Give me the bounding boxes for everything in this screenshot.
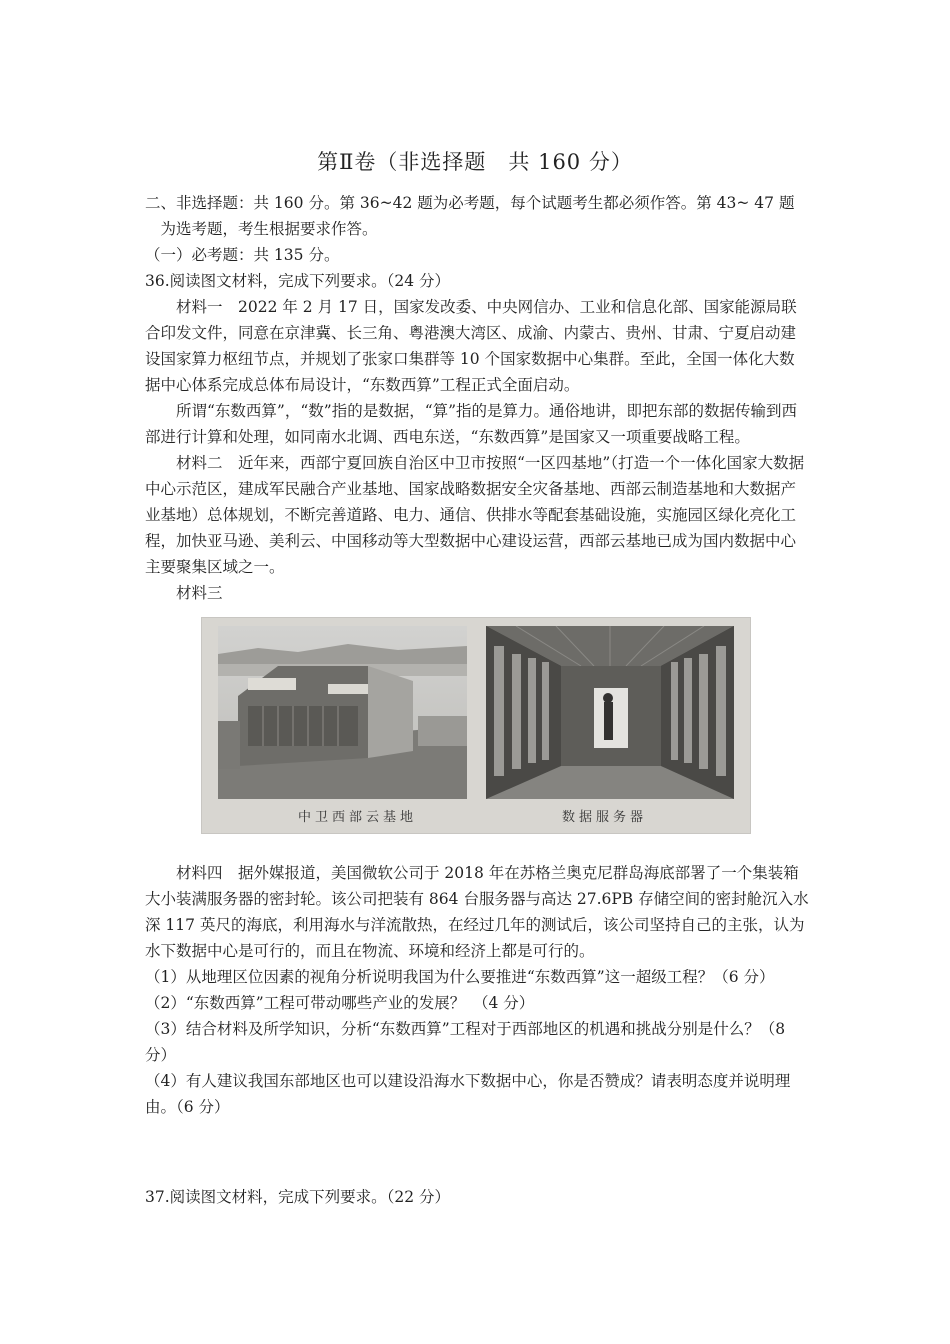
q37-heading: 37.阅读图文材料，完成下列要求。（22 分）: [145, 1188, 451, 1206]
intro-line-1: 二、非选择题：共 160 分。第 36~42 题为必考题，每个试题考生都必须作答。第 43~ 47 题: [145, 194, 795, 212]
photo-right-caption: 数据服务器: [562, 810, 648, 825]
subquestion-3: （3）结合材料及所学知识，分析“东数西算”工程对于西部地区的机遇和挑战分别是什么？（8 分）: [145, 1020, 786, 1064]
intro-block: [145, 190, 810, 606]
xibuyun-base-photo: [218, 626, 467, 799]
material-2: 材料二 近年来，西部宁夏回族自治区中卫市按照“一区四基地”（打造一个一体化国家大数据中心示范区，建成军民融合产业基地、国家战略数据安全灾备基地、西部云制造基地和大数据产业基地）总体规划，不断完善道路、电力、通信、供排水等配套基础设施，实施园区绿化亮化工程，加快亚马逊、美利云、中国移动等大型数据中心建设运营，西部云基地已成为国内数据中心主要聚集区域之一。: [145, 454, 805, 576]
material-3-label: 材料三: [176, 584, 223, 602]
q36-heading: 36.阅读图文材料，完成下列要求。（24 分）: [145, 272, 451, 290]
q37-block: [145, 1184, 810, 1210]
material-1-paragraph-1: 材料一 2022 年 2 月 17 日，国家发改委、中央网信办、工业和信息化部、国家能源局联合印发文件，同意在京津冀、长三角、粤港澳大湾区、成渝、内蒙古、贵州、甘肃、宁夏启动建设国家算力枢纽节点，并规划了张家口集群等 10 个国家数据中心集群。至此，全国一体化大数据中心体系完成总体布局设计，“东数西算”工程正式全面启动。: [145, 298, 797, 394]
subquestion-4: （4）有人建议我国东部地区也可以建设沿海水下数据中心，你是否赞成？请表明态度并说明理由。（6 分）: [145, 1072, 791, 1116]
material-1-paragraph-2: 所谓“东数西算”，“数”指的是数据，“算”指的是算力。通俗地讲，即把东部的数据传输到西部进行计算和处理，如同南水北调、西电东送，“东数西算”是国家又一项重要战略工程。: [145, 402, 798, 446]
subquestion-1: （1）从地理区位因素的视角分析说明我国为什么要推进“东数西算”这一超级工程？（6 分）: [145, 968, 775, 986]
section-title: 第Ⅱ卷（非选择题 共 160 分）: [317, 150, 633, 174]
photo-left-caption: 中卫西部云基地: [298, 810, 418, 825]
material-4: 材料四 据外媒报道，美国微软公司于 2018 年在苏格兰奥克尼群岛海底部署了一个集装箱大小装满服务器的密封轮。该公司把装有 864 台服务器与高达 27.6PB 存储空间的密封舱沉入水深 117 英尺的海底，利用海水与洋流散热，在经过几年的测试后，该公司坚持自己的主张，认为水下数据中心是可行的，而且在物流、环境和经济上都是可行的。: [145, 864, 809, 960]
data-server-photo: [486, 626, 734, 799]
subquestion-2: （2）“东数西算”工程可带动哪些产业的发展？ （4 分）: [145, 994, 535, 1012]
material-3-photos: [201, 617, 751, 834]
material-4-block: [145, 860, 810, 1120]
intro-line-2: 为选考题，考生根据要求作答。: [160, 220, 378, 238]
required-note: （一）必考题：共 135 分。: [145, 246, 340, 264]
